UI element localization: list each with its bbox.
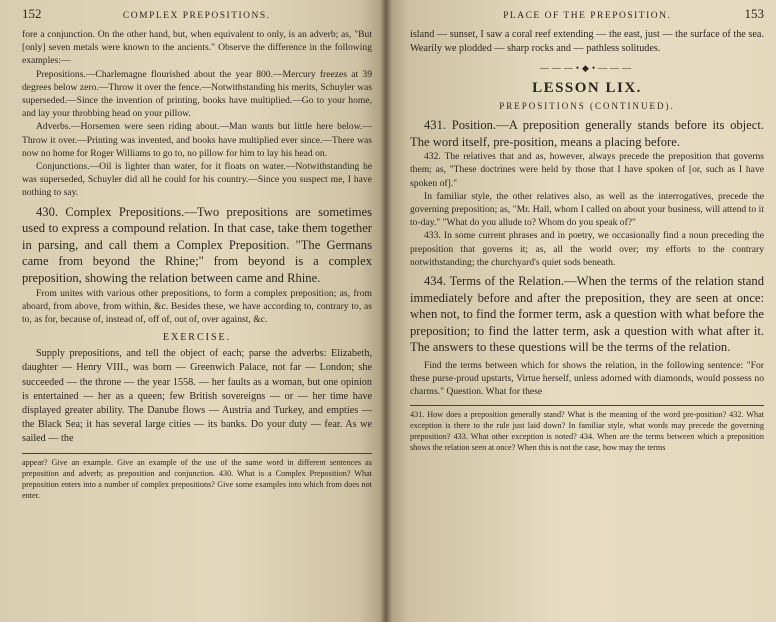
exercise-heading: EXERCISE.: [162, 332, 232, 344]
section-431: 431. Position.—A preposition generally stands before its object. The word itself, pre-position, means a placing before.: [410, 118, 764, 149]
conjunctions-example: Conjunctions.—Oil is lighter than water, for it floats on water.—Notwithstanding he was superseded, Schuyler did all he could for his country.—Since you suspect me, I have nothing to say.: [22, 161, 372, 199]
left-page: [0, 0, 386, 622]
exercise-continuation: island — sunset, I saw a coral reef extending — the east, just — the surface of the sea. Wearily we plodded — sharp rocks and — pathless solitudes.: [410, 29, 764, 54]
adverbs-example: Adverbs.—Horsemen were seen riding about.—Man wants but little here below.—Throw it over.—Printing was invented, and books have multiplied ever since.—There was now no home for Roger Williams to go to, no pillow for him to lay his head on.: [22, 121, 372, 159]
find-terms-exercise: Find the terms between which for shows the relation, in the following sentence: "For these purse-proud upstarts, Virtue herself, unless adorned with diamonds, would possess no charms." Question. What for these: [410, 359, 764, 398]
from-note: From unites with various other prepositions, to form a complex preposition; as, from aboard, from above, from within, &c. Besides these, we have according to, contrary to, as to, as for, because of, instead of, off of, out of, over against, &c.: [22, 287, 372, 326]
lesson-title: LESSON LIX.: [532, 80, 642, 96]
left-footnote-rule: [22, 453, 372, 454]
section-430: 430. Complex Prepositions.—Two prepositions are sometimes used to express a compound relation. In that case, take them together in parsing, and call them a Complex Preposition. "The Germans came from beyond the Rhine;" from beyond is a complex preposition, showing the relation between came and Rhine.: [22, 204, 372, 286]
book-gutter: [380, 0, 392, 622]
lesson-subtitle: PREPOSITIONS (CONTINUED).: [499, 101, 675, 111]
ornament-divider: ———•◆•———: [539, 63, 635, 73]
right-running-title: PLACE OF THE PREPOSITION.: [503, 11, 672, 21]
right-page-number: 153: [744, 6, 764, 21]
right-footnote-rule: [410, 405, 764, 406]
familiar-style-note: In familiar style, the other relatives also, as well as the interrogatives, precede the governing preposition; as, "Mr. Hall, whom I called on about your business, will attend to it to-day." "What do you allude to? Whom do you speak of?": [410, 190, 764, 229]
section-434: 434. Terms of the Relation.—When the terms of the relation stand immediately before and after the preposition, they are seen at once: when not, to find the former term, ask a question with what before the preposition; to find the latter term, ask a question with what after it. The answers to these questions will be the terms of the relation.: [410, 274, 764, 355]
left-running-title: COMPLEX PREPOSITIONS.: [122, 11, 271, 21]
exercise-text: Supply prepositions, and tell the object of each; parse the adverbs: Elizabeth, daughter — Henry VIII., was born — Greenwich Palace, not far — London; she succeeded — the throne — the year 1558. — her faults as a woman, but one opinion is entertained — her as a queen; few British sovereigns — or — her time have displayed greater ability. The Danube flows — Austria and Turkey, and empties — the Black Sea; it has several large cities — its banks. Do your duty — fear. As we sailed — the: [22, 348, 372, 445]
section-432: 432. The relatives that and as, however, always precede the preposition that governs them; as, "These doctrines were held by those that I have spoken of [or, such as I have spoken of].": [410, 151, 764, 189]
left-page-number: 152: [22, 6, 42, 21]
section-433: 433. In some current phrases and in poetry, we occasionally find a noun preceding the preposition that governs it; as, all the world over; my efforts to the contrary notwithstanding; the churchyard's quiet sods beneath.: [410, 230, 764, 268]
left-running-head: [22, 6, 372, 22]
right-page: [386, 0, 776, 622]
left-footnote: appear? Give an example. Give an example of the use of the same word in different sentences as preposition and adverb; as preposition and conjunction. 430. What is a Complex Preposition? What preposition enters into a number of complex prepositions? Give some examples into which from does not enter.: [22, 457, 372, 500]
right-footnote: 431. How does a preposition generally stand? What is the meaning of the word pre-position? 432. What exception is there to the rule just laid down? In familiar style, what words may precede the governing preposition? 433. What other exception is noted? 434. When are the terms between which a preposition shows the relation seen at once? When this is not the case, how may the terms: [410, 409, 764, 452]
prepositions-example: Prepositions.—Charlemagne flourished about the year 800.—Mercury freezes at 39 degrees below zero.—Throw it over the fence.—Notwithstanding his merits, Schuyler was superseded.—Since the invention of printing, books have multiplied.—Go to your home, and lay your throbbing head on your pillow.: [22, 68, 372, 120]
intro-paragraph: fore a conjunction. On the other hand, but, when equivalent to only, is an adverb; as, "But [only] seven metals were known to the ancients." Observe the difference in the following examples:—: [22, 29, 372, 67]
right-running-head: [410, 6, 764, 22]
